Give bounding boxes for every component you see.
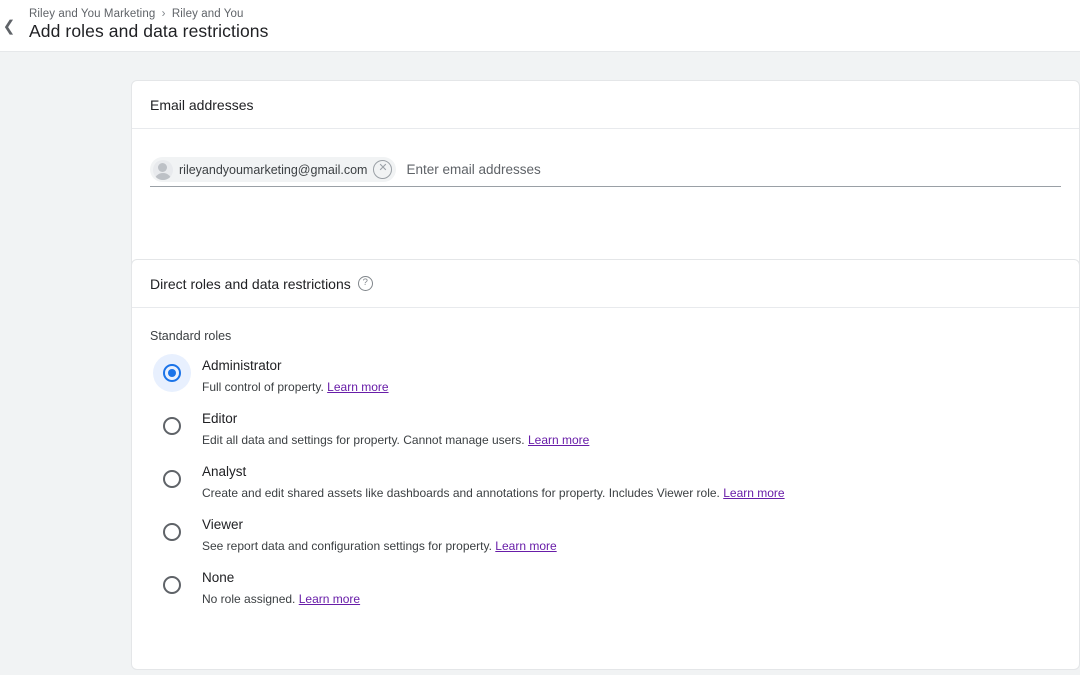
back-chevron-left-icon[interactable]: ❮ bbox=[2, 18, 16, 35]
role-description bbox=[202, 537, 557, 555]
role-description-text: No role assigned. bbox=[202, 592, 296, 606]
email-addresses-card bbox=[131, 80, 1080, 274]
standard-roles-label: Standard roles bbox=[150, 329, 232, 343]
role-option-analyst[interactable] bbox=[150, 461, 1062, 514]
avatar bbox=[153, 160, 173, 180]
role-radio-administrator[interactable] bbox=[163, 364, 181, 382]
role-text bbox=[202, 408, 589, 449]
direct-roles-card bbox=[131, 259, 1080, 670]
email-card-title: Email addresses bbox=[132, 81, 1079, 129]
role-description-text: Edit all data and settings for property. Cannot manage users. bbox=[202, 433, 525, 447]
learn-more-link[interactable]: Learn more bbox=[527, 433, 590, 447]
breadcrumb-account[interactable]: Riley and You Marketing bbox=[29, 8, 156, 20]
role-text bbox=[202, 514, 557, 555]
role-option-administrator[interactable] bbox=[150, 355, 1062, 408]
role-description-text: Create and edit shared assets like dashboards and annotations for property. Includes Viewer role. bbox=[202, 486, 720, 500]
role-text bbox=[202, 355, 389, 396]
role-option-viewer[interactable] bbox=[150, 514, 1062, 567]
learn-more-link[interactable]: Learn more bbox=[495, 539, 557, 553]
roles-card-title: Direct roles and data restrictions bbox=[150, 275, 351, 292]
learn-more-link[interactable]: Learn more bbox=[723, 486, 785, 500]
breadcrumb-separator: › bbox=[161, 8, 166, 20]
role-text bbox=[202, 461, 785, 502]
learn-more-link[interactable]: Learn more bbox=[327, 380, 389, 394]
learn-more-link[interactable]: Learn more bbox=[298, 592, 361, 606]
role-description-text: Full control of property. bbox=[202, 380, 324, 394]
email-input[interactable] bbox=[406, 158, 1061, 182]
role-radio-none[interactable] bbox=[163, 576, 181, 594]
role-option-editor[interactable] bbox=[150, 408, 1062, 461]
role-description-text: See report data and configuration settings for property. bbox=[202, 539, 492, 553]
page-title: Add roles and data restrictions bbox=[29, 21, 269, 41]
email-chip-label: rileyandyoumarketing@gmail.com bbox=[179, 162, 368, 177]
role-title: Analyst bbox=[202, 464, 247, 479]
close-circle-icon[interactable]: ✕ bbox=[373, 160, 392, 179]
breadcrumb bbox=[29, 8, 244, 20]
page-header bbox=[0, 0, 1080, 52]
role-description bbox=[202, 378, 389, 396]
email-chip[interactable] bbox=[150, 157, 396, 182]
role-title: Editor bbox=[202, 411, 238, 426]
role-title: None bbox=[202, 570, 235, 585]
role-title: Administrator bbox=[202, 358, 282, 373]
role-radio-editor[interactable] bbox=[163, 417, 181, 435]
role-description bbox=[202, 431, 589, 449]
role-text bbox=[202, 567, 360, 608]
breadcrumb-property[interactable]: Riley and You bbox=[171, 8, 244, 20]
email-input-row[interactable] bbox=[150, 153, 1061, 187]
role-option-none[interactable] bbox=[150, 567, 1062, 620]
role-title: Viewer bbox=[202, 517, 244, 532]
standard-roles-list bbox=[150, 355, 1062, 620]
roles-card-title-row bbox=[132, 260, 1079, 308]
role-description bbox=[202, 484, 785, 502]
role-description bbox=[202, 590, 360, 608]
role-radio-viewer[interactable] bbox=[163, 523, 181, 541]
help-icon[interactable]: ? bbox=[358, 276, 373, 291]
role-radio-analyst[interactable] bbox=[163, 470, 181, 488]
page-content bbox=[0, 52, 1080, 675]
